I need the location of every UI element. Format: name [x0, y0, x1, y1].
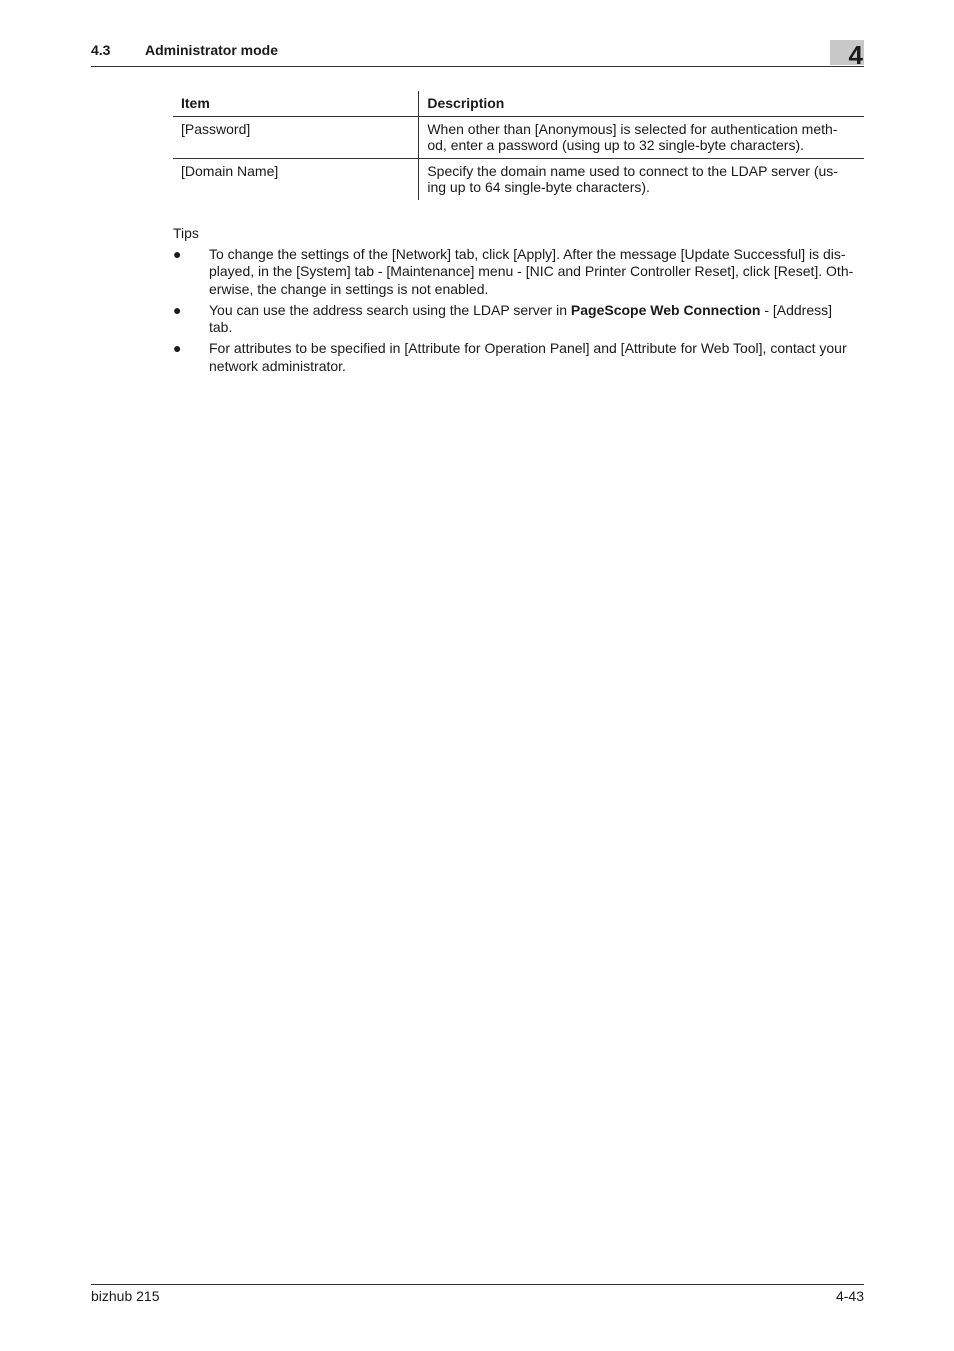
list-item — [173, 340, 865, 375]
item-cell: [Domain Name] — [173, 159, 419, 201]
table-row — [173, 159, 864, 201]
tip-line: To change the settings of the [Network] tab, click [Apply]. After the message [Update Successful] is dis- — [209, 245, 846, 262]
page-footer — [91, 1284, 864, 1304]
bullet-icon: ● — [173, 245, 182, 262]
tip-line: network administrator. — [209, 357, 346, 374]
chapter-tab — [830, 40, 864, 70]
page-header — [91, 40, 864, 70]
column-header-item: Item — [173, 91, 419, 117]
description-line: When other than [Anonymous] is selected for authentication meth- — [427, 121, 838, 137]
section-number: 4.3 — [91, 42, 111, 58]
tips-section — [173, 225, 865, 379]
table-row — [173, 117, 864, 159]
item-cell: [Password] — [173, 117, 419, 159]
section-title: Administrator mode — [145, 42, 279, 58]
tip-line: erwise, the change in settings is not enabled. — [209, 280, 489, 297]
description-line: od, enter a password (using up to 32 single-byte characters). — [427, 137, 804, 153]
description-line: ing up to 64 single-byte characters). — [427, 179, 650, 195]
tip-text: - [Address] — [760, 301, 833, 318]
tip-line: tab. — [209, 319, 233, 335]
column-header-description: Description — [427, 95, 505, 111]
tips-list — [173, 246, 865, 376]
settings-table — [173, 91, 864, 200]
product-name: bizhub 215 — [91, 1288, 160, 1304]
tip-line: played, in the [System] tab - [Maintenance] menu - [NIC and Printer Controller Reset], click [Reset]. Oth- — [209, 263, 854, 279]
list-item — [173, 302, 865, 337]
page-number: 4-43 — [835, 1288, 864, 1304]
tip-bold-text: PageScope Web Connection — [570, 301, 761, 318]
description-cell — [419, 117, 864, 159]
tips-title: Tips — [173, 225, 199, 241]
tip-text: You can use the address search using the LDAP server in — [209, 301, 571, 318]
list-item — [173, 246, 865, 299]
bullet-icon: ● — [173, 301, 182, 318]
tip-line: For attributes to be specified in [Attribute for Operation Panel] and [Attribute for Web Tool], contact your — [209, 340, 847, 356]
chapter-number: 4 — [848, 40, 863, 70]
description-line: Specify the domain name used to connect to the LDAP server (us- — [427, 163, 838, 179]
bullet-icon: ● — [173, 340, 182, 356]
table-header-row — [173, 91, 864, 117]
description-cell — [419, 159, 864, 201]
